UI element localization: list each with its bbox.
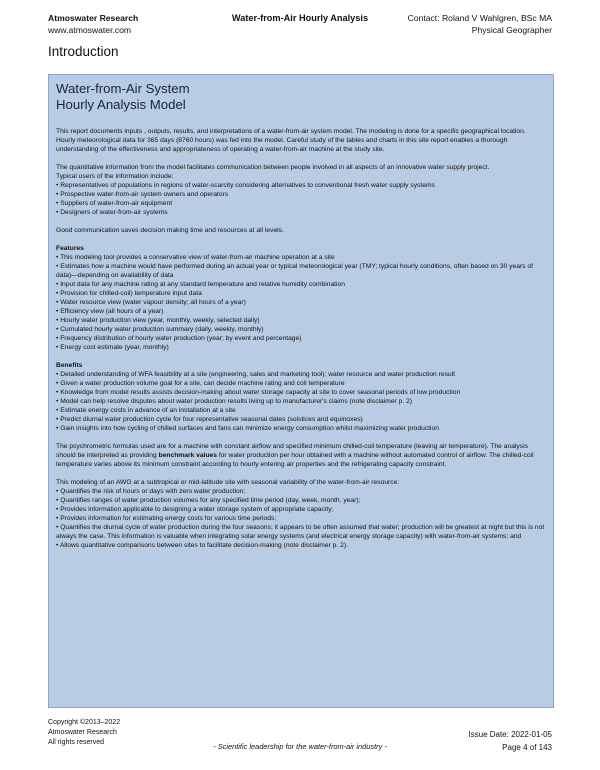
panel-title-line2: Hourly Analysis Model xyxy=(56,97,186,112)
intro-paragraph: This report documents inputs , outputs, results, and interpretations of a water-from-air system model. The modeling is done for a specific geographical location. Hourly meteorological data for 365 days (8760 hours) was fed into the model. Careful study of the tables and charts in this site report enables a thorough understanding of the effectiveness and appropriateness of operating a water-from-air machine at the study site. xyxy=(56,128,526,153)
users-item: • Designers of water-from-air systems xyxy=(56,209,168,216)
header-org: Atmoswater Research xyxy=(48,13,139,23)
footer-copyright: Copyright ©2013–2022 xyxy=(48,719,121,726)
modeling-item: • Quantifies the risk of hours or days with zero water production; xyxy=(56,488,246,495)
benefits-item: • Model can help resolve disputes about water production results living up to manufacturer's claims (note disclaimer p. 2) xyxy=(56,398,412,405)
users-heading: Typical users of the information include: xyxy=(56,173,174,180)
users-item: • Prospective water-from-air system owners and operators xyxy=(56,191,229,198)
modeling-item: • Allows quantitative comparisons between sites to facilitate decision-making (note disclaimer p. 2). xyxy=(56,542,348,549)
benefits-item: • Estimate energy costs in advance of an installation at a site xyxy=(56,407,236,414)
features-item: • Frequency distribution of hourly water production (year; by event and percentage) xyxy=(56,335,302,342)
panel-title-line1: Water-from-Air System xyxy=(56,81,190,96)
features-heading: Features xyxy=(56,245,84,252)
header-role: Physical Geographer xyxy=(471,25,552,35)
page-number: Page 4 of 143 xyxy=(502,743,552,752)
features-item: • Efficiency view (all hours of a year) xyxy=(56,308,164,315)
benefits-item: • Detailed understanding of WFA feasibility at a site (engineering, sales and marketing tool); water resource and water production result xyxy=(56,371,455,378)
features-item: • Cumulated hourly water production summary (daily, weekly, monthly) xyxy=(56,326,264,333)
benefits-heading: Benefits xyxy=(56,362,83,369)
features-item: • Provision for chilled-coil) temperature input data xyxy=(56,290,202,297)
features-item: • Hourly water production view (year, monthly, weekly, selected daily) xyxy=(56,317,260,324)
panel-title xyxy=(56,81,546,113)
psychrometric-paragraph xyxy=(56,442,546,469)
footer-rights: All rights reserved xyxy=(48,739,105,746)
features-item: • Water resource view (water vapour density; all hours of a year) xyxy=(56,299,246,306)
issue-date: Issue Date: 2022-01-05 xyxy=(468,730,552,739)
benefits-item: • Given a water production volume goal for a site, can decide machine rating and coil temperature xyxy=(56,380,345,387)
modeling-item: • Quantifies the diurnal cycle of water production during the four seasons; it appears to be often assumed that water; production will be greatest at night but this is not always the case. This information is valuable when integrating solar energy systems (and electrical energy storage capacity) with water-from-air systems; and xyxy=(56,524,545,540)
benefits-item: • Gain insights into how cycling of chilled surfaces and fans can minimize energy consumption whilst maximizing water production xyxy=(56,425,439,432)
good-communication-text: Good communication saves decision making time and resources at all levels. xyxy=(56,227,284,234)
page-header xyxy=(48,12,552,40)
users-item: • Suppliers of water-from-air equipment xyxy=(56,200,173,207)
features-item: • This modeling tool provides a conservative view of water-from-air machine operation at a site xyxy=(56,254,335,261)
benefits-item: • Predict diurnal water production cycle for four representative seasonal dates (solstices and equinoxes) xyxy=(56,416,363,423)
benefits-item: • Knowledge from model results assists decision-making about water storage capacity at site to cover seasonal periods of low production xyxy=(56,389,461,396)
section-title: Introduction xyxy=(48,44,119,59)
benchmark-values-emphasis: benchmark values xyxy=(158,452,217,459)
footer-right xyxy=(468,728,552,754)
features-item: • Estimates how a machine would have performed during an actual year or typical meteorological year (TMY; typical hourly conditions, often based on 30 years of data)—depending on availability of data xyxy=(56,263,533,279)
header-title: Water-from-Air Hourly Analysis xyxy=(231,13,369,23)
modeling-item: • Provides information applicable to designing a water storage system of appropriate capacity; xyxy=(56,506,334,513)
modeling-item: • Provides information for estimating energy costs for various time periods; xyxy=(56,515,277,522)
psychrometric-text-end: for water production per hour obtained with a machine without automated control of airflow. The chilled-coil temperature varies above its minimum constraint according to hourly entering air properties and the refrigerating capacity constraint. xyxy=(56,452,534,468)
features-item: • Input data for any machine rating at any standard temperature and relative humidity combination xyxy=(56,281,345,288)
users-item: • Representatives of populations in regions of water-scarcity considering alternatives to conventional fresh water supply systems xyxy=(56,182,435,189)
psychrometric-text-start: The psychrometric formulas used are for a machine with constant airflow and specified minimum chilled-coil temperature (leaving air temperature). The analysis should be interpreted as providing xyxy=(56,443,528,459)
footer-org: Atmoswater Research xyxy=(48,729,117,736)
header-contact: Contact: Roland V Wahlgren, BSc MA xyxy=(407,13,552,23)
modeling-item: • Quantifies ranges of water production volumes for any specified time period (day, week, month, year); xyxy=(56,497,361,504)
intro-panel xyxy=(48,74,554,708)
header-right xyxy=(408,12,552,36)
header-website: www.atmoswater.com xyxy=(48,25,132,35)
quant-paragraph: The quantitative information from the model facilitates communication between people involved in all aspects of an innovative water supply project. xyxy=(56,164,490,171)
modeling-heading: This modeling of an AWG at a subtropical or mid-latitude site with seasonal variability of the water-from-air resource: xyxy=(56,479,400,486)
features-item: • Energy cost estimate (year, monthly) xyxy=(56,344,169,351)
footer-tagline: - Scientific leadership for the water-from-air industry - xyxy=(213,742,387,751)
page-footer xyxy=(48,718,552,758)
